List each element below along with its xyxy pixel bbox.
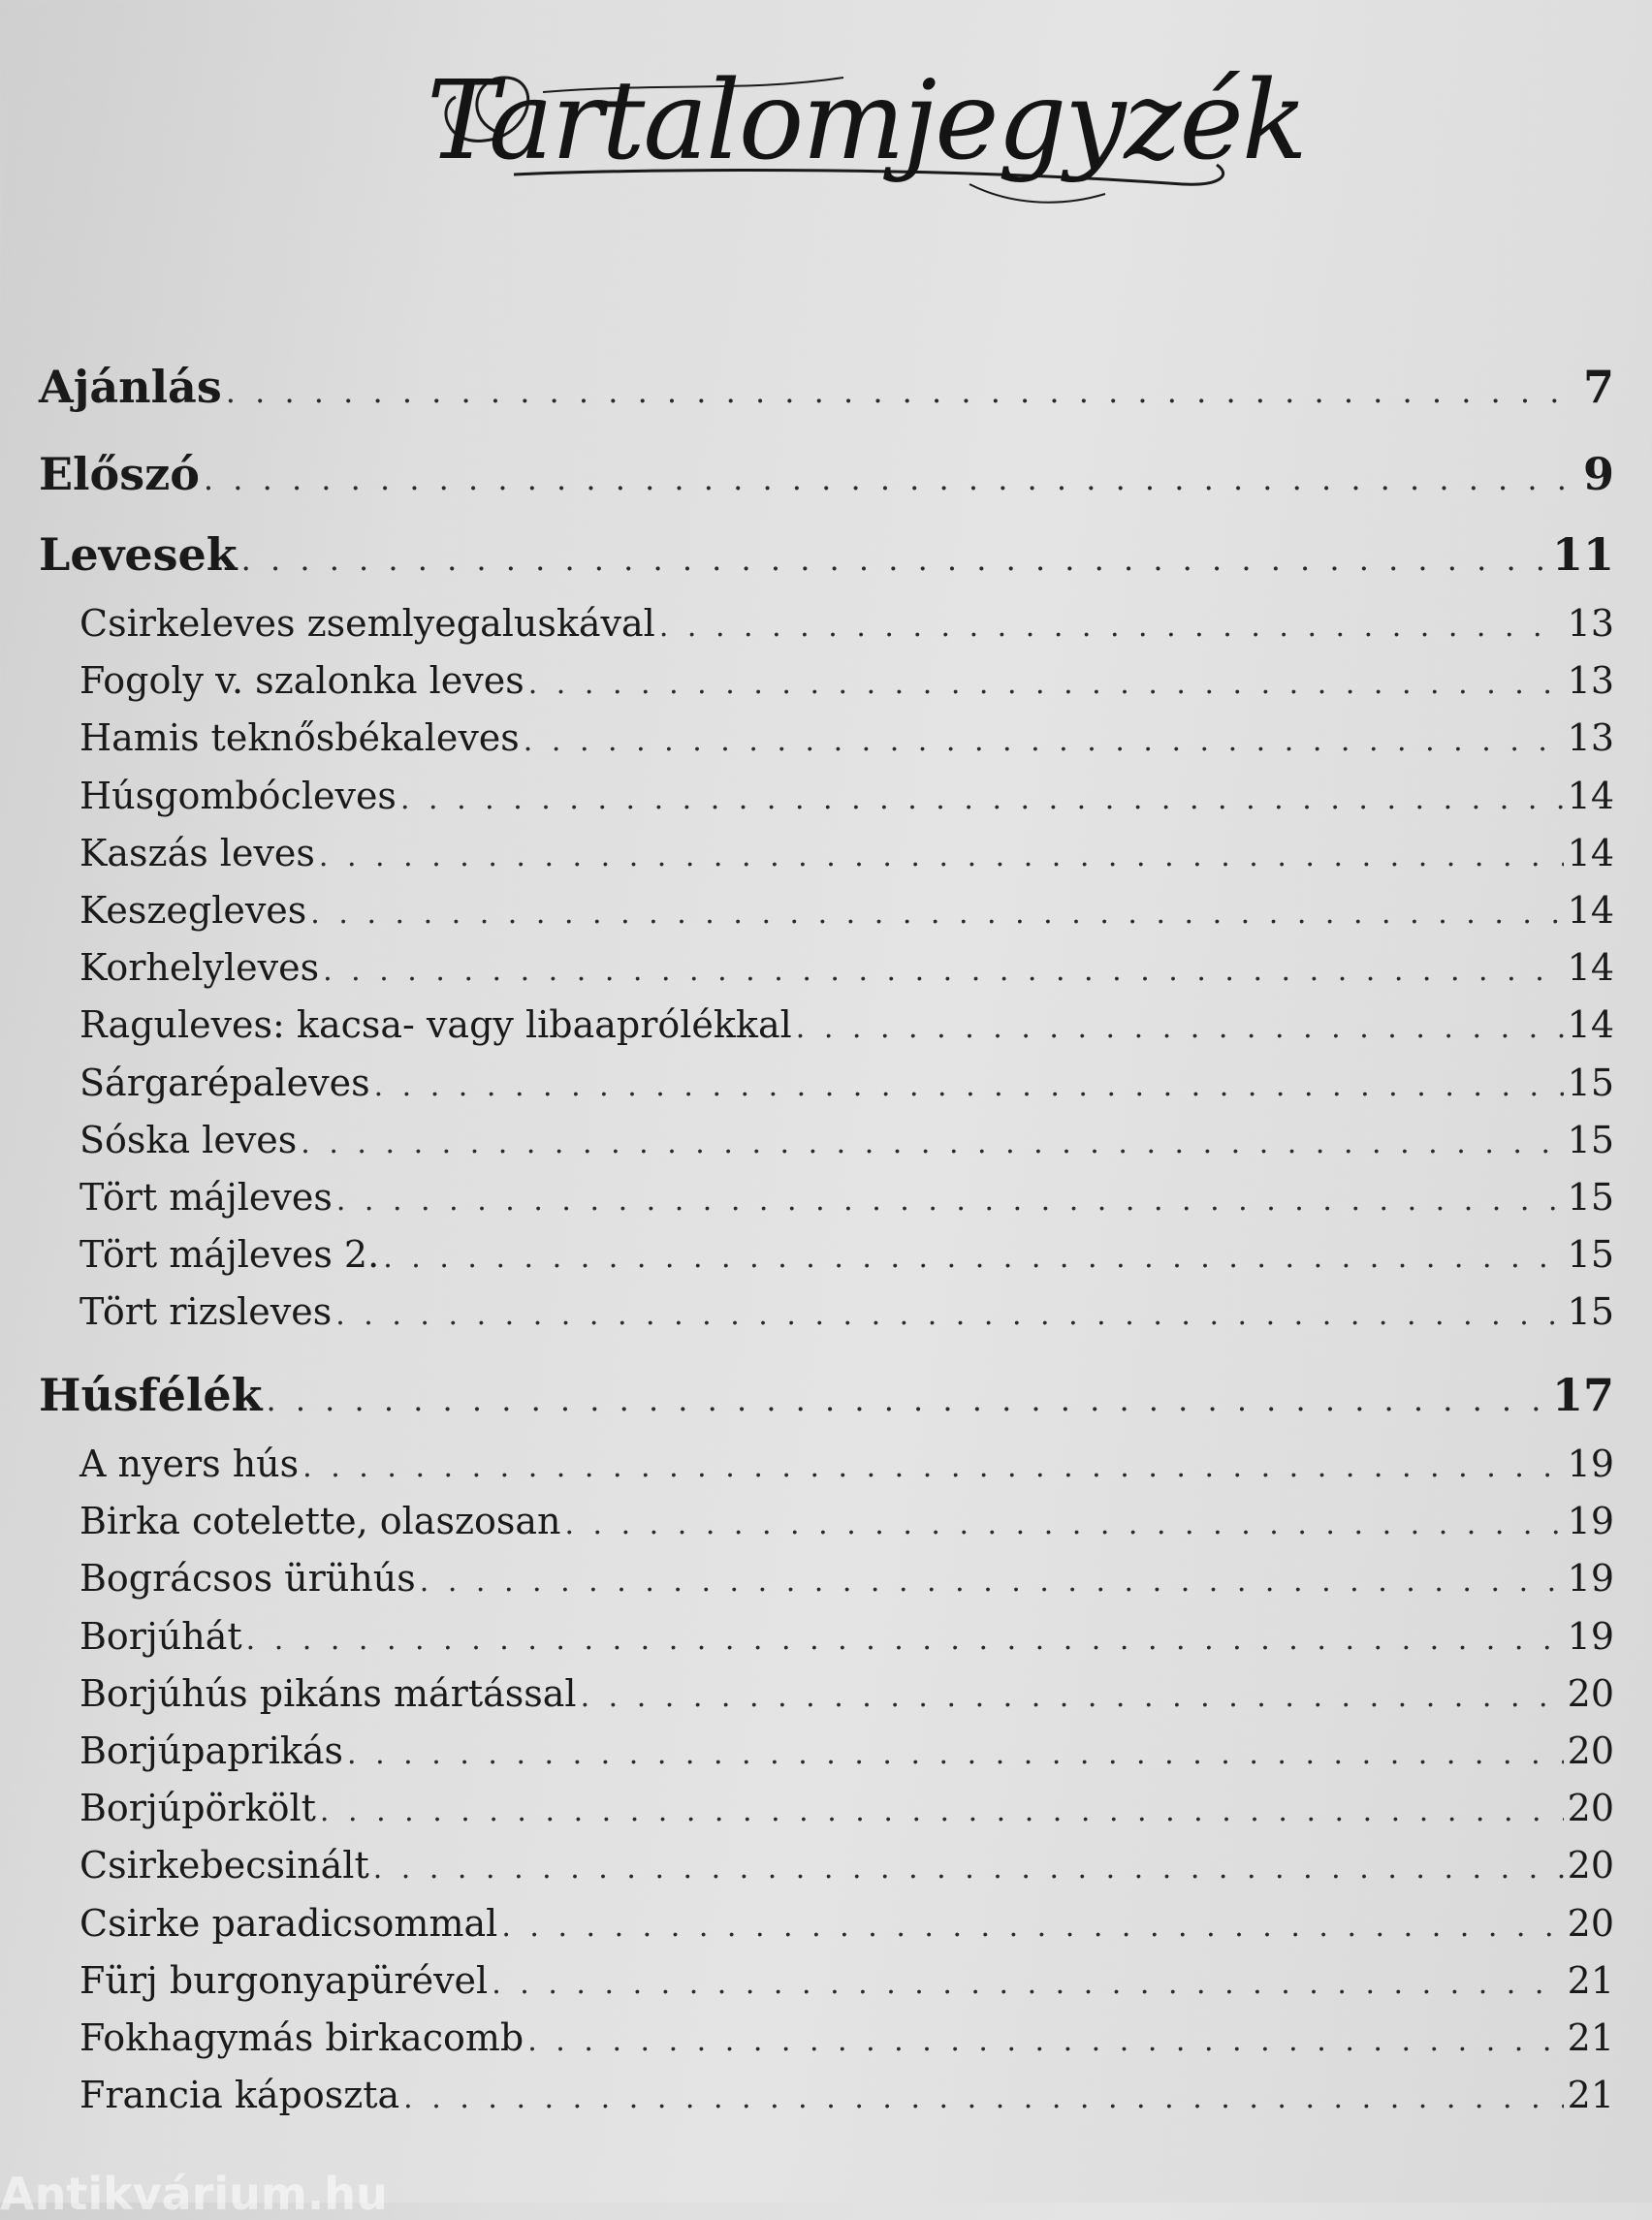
toc-entry-label: Borjúhát — [79, 1614, 242, 1658]
dot-leader — [564, 1507, 1563, 1541]
dot-leader — [204, 460, 1579, 497]
dot-leader — [492, 1967, 1563, 2001]
toc-entry-label: Birka cotelette, olaszosan — [79, 1500, 561, 1543]
toc-entry[interactable] — [79, 1062, 1614, 1110]
watermark: Antikvárium.hu — [0, 2168, 388, 2220]
toc-entry-label: Kaszás leves — [79, 831, 315, 874]
toc-section-label: Előszó — [39, 448, 200, 500]
toc-entry-page: 19 — [1567, 1500, 1614, 1543]
toc-entry[interactable] — [79, 1290, 1614, 1339]
toc-entry-page: 14 — [1567, 774, 1614, 817]
dot-leader — [336, 1184, 1564, 1218]
toc-entry-page: 13 — [1567, 602, 1614, 645]
toc-entry-label: Borjúhús pikáns mártással — [79, 1671, 577, 1715]
toc-entry[interactable] — [79, 832, 1614, 880]
dot-leader — [373, 1852, 1564, 1886]
dot-leader — [501, 1910, 1563, 1944]
toc-entry-label: Keszegleves — [79, 889, 307, 932]
dot-leader — [301, 1126, 1563, 1160]
toc-entry[interactable] — [79, 1557, 1614, 1605]
dot-leader — [302, 1450, 1563, 1484]
toc-entry[interactable] — [79, 659, 1614, 708]
toc-entry-label: Raguleves: kacsa- vagy libaaprólékkal — [79, 1003, 792, 1047]
toc-entry-page: 21 — [1567, 2016, 1614, 2059]
toc-entry-label: Tört májleves — [79, 1176, 333, 1219]
toc-entry-page: 14 — [1567, 1003, 1614, 1047]
toc-entry[interactable] — [79, 1233, 1614, 1282]
toc-entry-label: Borjúpörkölt — [79, 1787, 316, 1830]
dot-leader — [400, 782, 1564, 816]
dot-leader — [420, 1565, 1564, 1599]
dot-leader — [226, 373, 1579, 410]
toc-entry-page: 13 — [1567, 659, 1614, 703]
toc-entry-page: 13 — [1567, 716, 1614, 760]
toc-entry[interactable] — [79, 1443, 1614, 1491]
toc-entry-label: Korhelyleves — [79, 946, 320, 990]
toc-entry-page: 20 — [1567, 1844, 1614, 1887]
toc-entry-label: Tört rizsleves — [79, 1290, 333, 1334]
toc-entry[interactable] — [79, 889, 1614, 937]
toc-entry[interactable] — [79, 1003, 1614, 1052]
toc-entry-page: 14 — [1567, 946, 1614, 990]
toc-entry-page: 20 — [1567, 1671, 1614, 1715]
toc-section-page: 7 — [1582, 361, 1614, 413]
toc-section-page: 17 — [1551, 1369, 1614, 1421]
toc-entry-page: 21 — [1567, 1958, 1614, 2002]
toc-entry[interactable] — [79, 1787, 1614, 1835]
toc-entry[interactable] — [79, 1729, 1614, 1778]
toc-section[interactable] — [39, 1369, 1614, 1427]
dot-leader — [524, 724, 1564, 758]
toc-entry[interactable] — [79, 1844, 1614, 1892]
dot-leader — [320, 1794, 1564, 1828]
toc-entry[interactable] — [79, 1672, 1614, 1721]
toc-section[interactable] — [39, 361, 1614, 419]
toc-entry-label: Sóska leves — [79, 1118, 298, 1161]
toc-section-label: Ajánlás — [39, 361, 222, 413]
toc-entry-page: 15 — [1567, 1233, 1614, 1277]
toc-entry[interactable] — [79, 1176, 1614, 1224]
toc-entry-label: Fürj burgonyapürével — [79, 1958, 489, 2002]
toc-entry[interactable] — [79, 602, 1614, 650]
dot-leader — [374, 1069, 1564, 1103]
toc-entry[interactable] — [79, 716, 1614, 765]
toc-entry-page: 15 — [1567, 1290, 1614, 1334]
toc-entry-label: Francia káposzta — [79, 2074, 400, 2117]
dot-leader — [319, 840, 1564, 873]
toc-entry-label: Fokhagymás birkacomb — [79, 2016, 524, 2059]
toc-section[interactable] — [39, 448, 1614, 506]
toc-section-label: Levesek — [39, 528, 238, 581]
dot-leader — [246, 1623, 1564, 1657]
toc-entry-page: 20 — [1567, 1729, 1614, 1772]
toc-entry-label: Csirkeleves zsemlyegaluskával — [79, 602, 655, 645]
dot-leader — [310, 897, 1563, 931]
toc-entry-label: Húsgombócleves — [79, 774, 397, 817]
toc-title: Tartalomjegyzék — [427, 58, 1306, 184]
toc-entry[interactable] — [79, 1959, 1614, 2008]
toc-entry-label: Bográcsos ürühús — [79, 1557, 416, 1601]
dot-leader — [403, 2081, 1563, 2115]
toc-section-page: 11 — [1551, 528, 1614, 581]
toc-entry-page: 15 — [1567, 1061, 1614, 1104]
dot-leader — [335, 1298, 1563, 1332]
toc-entry[interactable] — [79, 2074, 1614, 2122]
toc-entry[interactable] — [79, 2016, 1614, 2065]
toc-entry-label: Hamis teknősbékaleves — [79, 716, 520, 760]
toc-entry[interactable] — [79, 946, 1614, 995]
toc-entry-page: 19 — [1567, 1443, 1614, 1485]
toc-entry[interactable] — [79, 1902, 1614, 1950]
toc-entry-label: Tört májleves 2. — [79, 1233, 380, 1277]
toc-entry-page: 20 — [1567, 1901, 1614, 1945]
dot-leader — [241, 541, 1548, 578]
toc-entry-label: Borjúpaprikás — [79, 1729, 344, 1772]
toc-entry-page: 15 — [1567, 1176, 1614, 1219]
toc-section-page: 9 — [1582, 448, 1614, 500]
toc-entry-page: 19 — [1567, 1557, 1614, 1601]
dot-leader — [659, 610, 1564, 644]
toc-entry-label: Fogoly v. szalonka leves — [79, 659, 524, 703]
dot-leader — [581, 1680, 1564, 1714]
toc-entry-page: 20 — [1567, 1787, 1614, 1830]
toc-entry[interactable] — [79, 1615, 1614, 1664]
toc-entry-label: Csirke paradicsommal — [79, 1901, 498, 1945]
toc-entry-page: 15 — [1567, 1118, 1614, 1161]
toc-entry-label: Csirkebecsinált — [79, 1844, 369, 1887]
toc-entry-page: 21 — [1567, 2074, 1614, 2117]
dot-leader — [528, 667, 1564, 701]
toc-entry[interactable] — [79, 775, 1614, 823]
toc-entry-page: 19 — [1567, 1614, 1614, 1658]
dot-leader — [796, 1011, 1564, 1045]
toc-entry-page: 14 — [1567, 831, 1614, 874]
dot-leader — [347, 1737, 1564, 1771]
dot-leader — [323, 954, 1564, 988]
toc-section-label: Húsfélék — [39, 1369, 263, 1421]
toc-entry[interactable] — [79, 1119, 1614, 1167]
toc-section[interactable] — [39, 528, 1614, 587]
toc-entry-page: 14 — [1567, 889, 1614, 932]
dot-leader — [383, 1241, 1563, 1275]
toc-entry-label: A nyers hús — [79, 1443, 300, 1485]
toc-entry-label: Sárgarépaleves — [79, 1061, 370, 1104]
toc-entry[interactable] — [79, 1500, 1614, 1548]
dot-leader — [527, 2024, 1563, 2058]
dot-leader — [266, 1381, 1548, 1418]
